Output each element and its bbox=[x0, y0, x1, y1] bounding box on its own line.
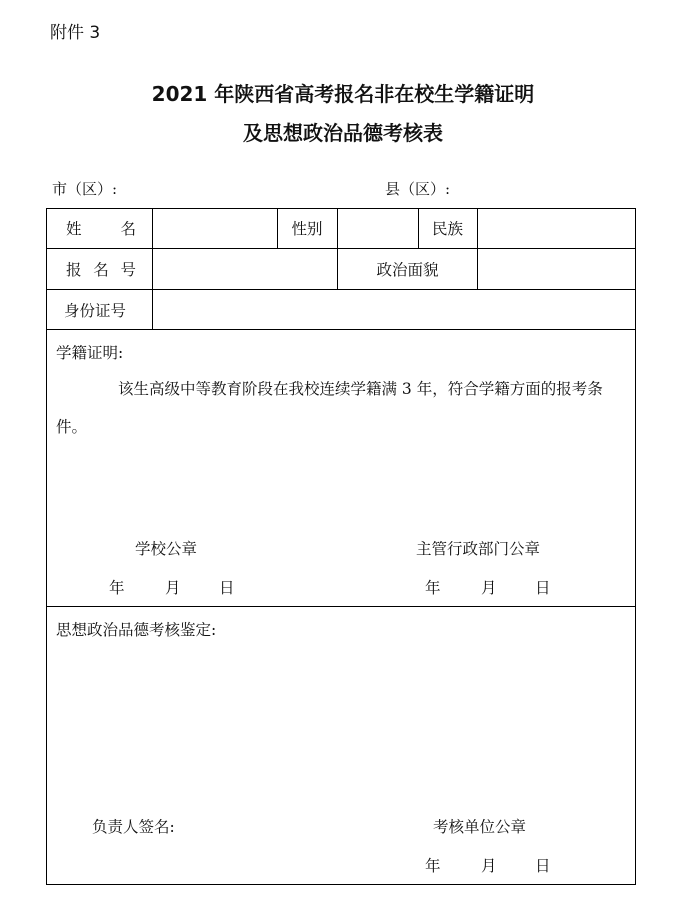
school-seal-label: 学校公章 bbox=[135, 540, 198, 558]
registration-number-label-char: 报 bbox=[66, 261, 82, 279]
evaluation-heading: 思想政治品德考核鉴定: bbox=[56, 621, 217, 639]
political-status-field[interactable] bbox=[478, 249, 635, 289]
form-title-line1: 2021 年陕西省高考报名非在校生学籍证明 bbox=[151, 82, 535, 106]
enrollment-statement: 该生高级中等教育阶段在我校连续学籍满 3 年，符合学籍方面的报考条件。 bbox=[56, 380, 603, 436]
enrollment-heading: 学籍证明: bbox=[56, 344, 124, 362]
name-label-char: 名 bbox=[120, 220, 136, 238]
registration-number-label-char: 名 bbox=[93, 261, 109, 279]
registration-number-label bbox=[66, 249, 136, 289]
ethnicity-label: 民族 bbox=[431, 220, 463, 238]
school-date-month: 月 bbox=[165, 579, 181, 597]
id-number-field[interactable] bbox=[153, 290, 635, 329]
evaluation-date-year: 年 bbox=[425, 857, 441, 875]
row-divider bbox=[46, 329, 636, 330]
evaluation-date-month: 月 bbox=[481, 857, 497, 875]
school-date-day: 日 bbox=[219, 579, 235, 597]
gender-field[interactable] bbox=[338, 208, 417, 248]
school-date-year: 年 bbox=[109, 579, 125, 597]
registration-number-label-char: 号 bbox=[120, 261, 136, 279]
attachment-label: 附件 3 bbox=[50, 23, 101, 43]
name-field[interactable] bbox=[153, 208, 276, 248]
county-district-label: 县（区）: bbox=[385, 180, 451, 198]
id-number-label: 身份证号 bbox=[64, 301, 127, 320]
registration-number-field[interactable] bbox=[153, 249, 336, 289]
name-label-char: 姓 bbox=[66, 220, 82, 238]
evaluation-date-day: 日 bbox=[535, 857, 551, 875]
authority-date-year: 年 bbox=[425, 579, 441, 597]
name-label bbox=[66, 208, 136, 248]
city-district-label: 市（区）: bbox=[52, 180, 118, 198]
authority-date-month: 月 bbox=[481, 579, 497, 597]
evaluation-unit-seal-label: 考核单位公章 bbox=[433, 818, 527, 836]
ethnicity-field[interactable] bbox=[478, 208, 635, 248]
signer-label: 负责人签名: bbox=[92, 818, 175, 836]
political-status-label: 政治面貌 bbox=[376, 261, 439, 279]
form-title-line2: 及思想政治品德考核表 bbox=[243, 121, 443, 145]
gender-label: 性别 bbox=[291, 220, 323, 238]
authority-date-day: 日 bbox=[535, 579, 551, 597]
section-divider bbox=[46, 606, 636, 607]
authority-seal-label: 主管行政部门公章 bbox=[416, 540, 541, 558]
